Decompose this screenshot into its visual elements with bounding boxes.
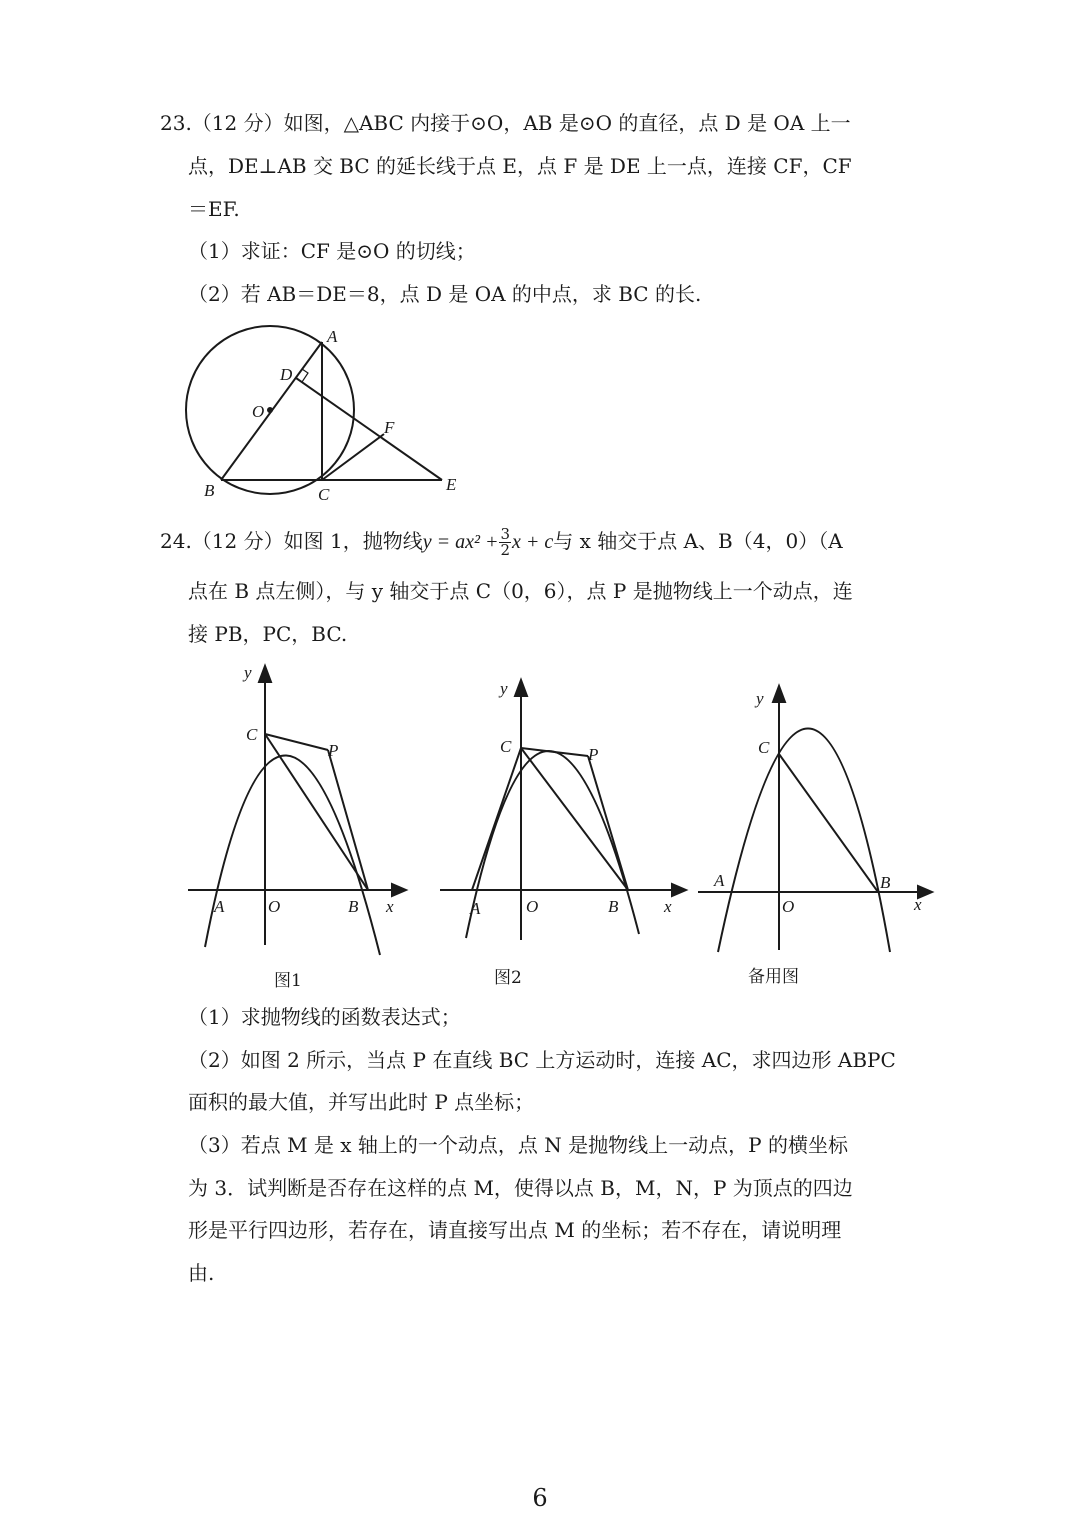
q24-figure-2 [432, 676, 692, 946]
segment-pb [328, 750, 368, 890]
figure-2-caption: 图2 [494, 968, 522, 988]
label-c: C [318, 485, 330, 504]
page-number: 6 [532, 1484, 548, 1512]
label-p: P [588, 745, 599, 764]
label-y: y [756, 689, 764, 708]
parabola [205, 755, 380, 955]
label-b: B [204, 481, 215, 500]
segment-pc [521, 748, 588, 756]
q24-line-1-suffix: 与 x 轴交于点 A、B（4，0）（A [553, 529, 843, 553]
label-y: y [500, 679, 508, 698]
label-c: C [758, 738, 770, 757]
center-o-dot [267, 407, 273, 413]
q23-line-1: 23.（12 分）如图，△ABC 内接于⊙O，AB 是⊙O 的直径，点 D 是 OA 上一 [160, 111, 851, 135]
label-e: E [446, 475, 457, 494]
label-o: O [782, 897, 795, 916]
x-axis-arrow [672, 884, 686, 896]
q24-part-3-line-3: 形是平行四边形，若存在，请直接写出点 M 的坐标；若不存在，请说明理 [188, 1218, 842, 1242]
x-axis-arrow [392, 884, 406, 896]
y-axis-arrow [259, 666, 271, 682]
segment-ac [472, 748, 521, 890]
label-x: x [386, 897, 394, 916]
q23-figure [180, 322, 470, 507]
q24-equation-a: y = ax² + [422, 531, 499, 553]
label-p: P [328, 741, 339, 760]
y-axis-arrow [773, 686, 785, 702]
label-b: B [880, 873, 891, 892]
segment-bc [265, 734, 368, 890]
label-b: B [608, 897, 619, 916]
label-a: A [470, 899, 481, 918]
fraction-numerator: 3 [500, 525, 510, 543]
figure-1-caption: 图1 [274, 971, 302, 991]
label-x: x [914, 895, 922, 914]
label-c: C [500, 737, 512, 756]
parabola [718, 729, 890, 953]
fraction-denominator: 2 [500, 541, 510, 559]
q24-line-2: 点在 B 点左侧），与 y 轴交于点 C（0，6），点 P 是抛物线上一个动点，连 [188, 579, 853, 603]
q24-part-2-line-1: （2）如图 2 所示，当点 P 在直线 BC 上方运动时，连接 AC，求四边形 ABPC [188, 1048, 896, 1072]
q24-line-1 [160, 526, 843, 558]
q23-part-1: （1）求证：CF 是⊙O 的切线； [188, 239, 476, 263]
q24-figure-1 [180, 660, 410, 960]
q24-backup-figure [690, 680, 940, 960]
q24-part-3-line-1: （3）若点 M 是 x 轴上的一个动点，点 N 是抛物线上一动点，P 的横坐标 [188, 1133, 848, 1157]
label-x: x [664, 897, 672, 916]
q24-equation-b: x + c [512, 531, 554, 553]
label-f: F [384, 418, 395, 437]
segment-bc [521, 748, 628, 890]
q24-part-3-line-2: 为 3．试判断是否存在这样的点 M，使得以点 B，M，N，P 为顶点的四边 [188, 1176, 853, 1200]
label-a: A [327, 327, 338, 346]
label-a: A [214, 897, 225, 916]
segment-pb [588, 756, 628, 890]
label-c: C [246, 725, 258, 744]
segment-cf [322, 434, 384, 480]
label-o: O [526, 897, 539, 916]
label-o: O [252, 402, 265, 421]
q23-part-2: （2）若 AB＝DE＝8，点 D 是 OA 的中点，求 BC 的长. [188, 282, 702, 306]
label-b: B [348, 897, 359, 916]
q24-part-3-line-4: 由. [188, 1261, 215, 1285]
q23-line-3: ＝EF. [188, 197, 240, 221]
label-a: A [714, 871, 725, 890]
label-y: y [244, 663, 252, 682]
q23-line-2: 点，DE⊥AB 交 BC 的延长线于点 E，点 F 是 DE 上一点，连接 CF，CF [188, 154, 852, 178]
q24-part-1: （1）求抛物线的函数表达式； [188, 1005, 461, 1029]
q24-line-1-prefix: 24.（12 分）如图 1，抛物线 [160, 529, 423, 553]
segment-de [296, 378, 442, 480]
backup-figure-caption: 备用图 [748, 967, 799, 987]
fraction-three-halves [499, 527, 511, 558]
y-axis-arrow [515, 680, 527, 696]
label-d: D [280, 365, 293, 384]
right-angle-mark [302, 369, 308, 382]
q24-part-2-line-2: 面积的最大值，并写出此时 P 点坐标； [188, 1090, 535, 1114]
q24-line-3: 接 PB，PC，BC. [188, 622, 348, 646]
label-o: O [268, 897, 281, 916]
